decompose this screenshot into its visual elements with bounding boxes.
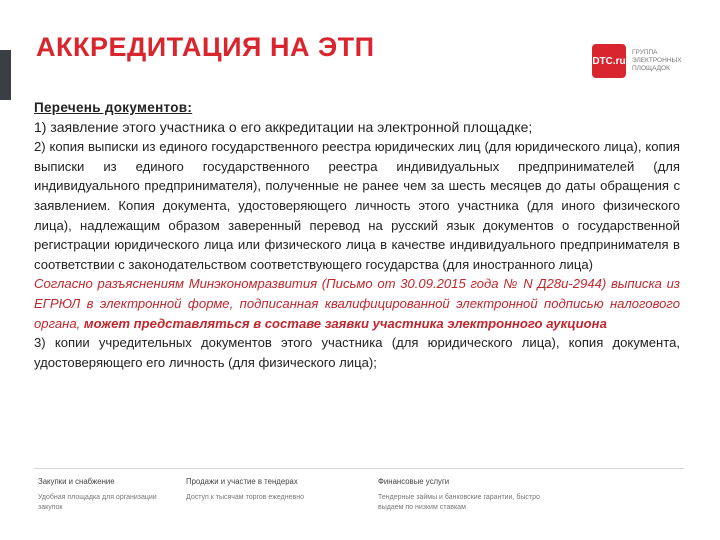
footer-heading: Закупки и снабжение	[38, 477, 115, 486]
footer-col-finance	[378, 476, 558, 513]
company-logo	[592, 44, 692, 78]
document-list	[34, 98, 680, 372]
documents-heading: Перечень документов:	[34, 100, 193, 115]
list-item-2: 2) копия выписки из единого государственного реестра юридических лиц (для юридического лица), копия выписки из единого государственного реестра индивидуальных предпринимателей (для индивидуального предпринимателя), полученные не ранее чем за шесть месяцев до даты обращения с заявлением. Копия документа, удостоверяющего личность этого участника (для иного физического лица), надлежащим образом заверенный перевод на русский язык документов о государственной регистрации юридического лица или физического лица в качестве индивидуального предпринимателя в соответствии с законодательством соответствующего государства (для иностранного лица)	[34, 139, 680, 272]
footer-col-sales	[186, 476, 356, 503]
left-accent-bar	[0, 50, 11, 100]
list-item-1: 1) заявление этого участника о его аккредитации на электронной площадке;	[34, 118, 533, 135]
page-title: АККРЕДИТАЦИЯ НА ЭТП	[36, 32, 375, 62]
footer-heading: Продажи и участие в тендерах	[186, 477, 298, 486]
logo-badge: DTC.ru	[592, 44, 626, 78]
list-item-3: 3) копии учредительных документов этого участника (для юридического лица), копия документа, удостоверяющего его личность (для физического лица);	[34, 335, 680, 370]
ministry-note-emphasis: может представляться в составе заявки участника электронного аукциона	[83, 315, 607, 331]
footer-subtext: Доступ к тысячам торгов ежедневно	[186, 494, 304, 501]
footer-col-procurement	[38, 476, 158, 513]
footer-heading: Финансовые услуги	[378, 477, 450, 486]
footer-divider	[34, 468, 684, 469]
ministry-note-text: Согласно разъяснениям Минэкономразвития (Письмо от 30.09.2015 года № N Д28и-2944) выписка из ЕГРЮЛ в электронной форме, подписанная квалифицированной электронной подписью налогового органа,	[34, 276, 680, 331]
ministry-note	[34, 274, 680, 333]
logo-text: ГРУППА ЭЛЕКТРОННЫХ ПЛОЩАДОК	[632, 49, 682, 72]
footer-subtext: Тендерные займы и банковские гарантии, быстро выдаем по низким ставкам	[378, 494, 540, 511]
footer-subtext: Удобная площадка для организации закупок	[38, 494, 157, 511]
